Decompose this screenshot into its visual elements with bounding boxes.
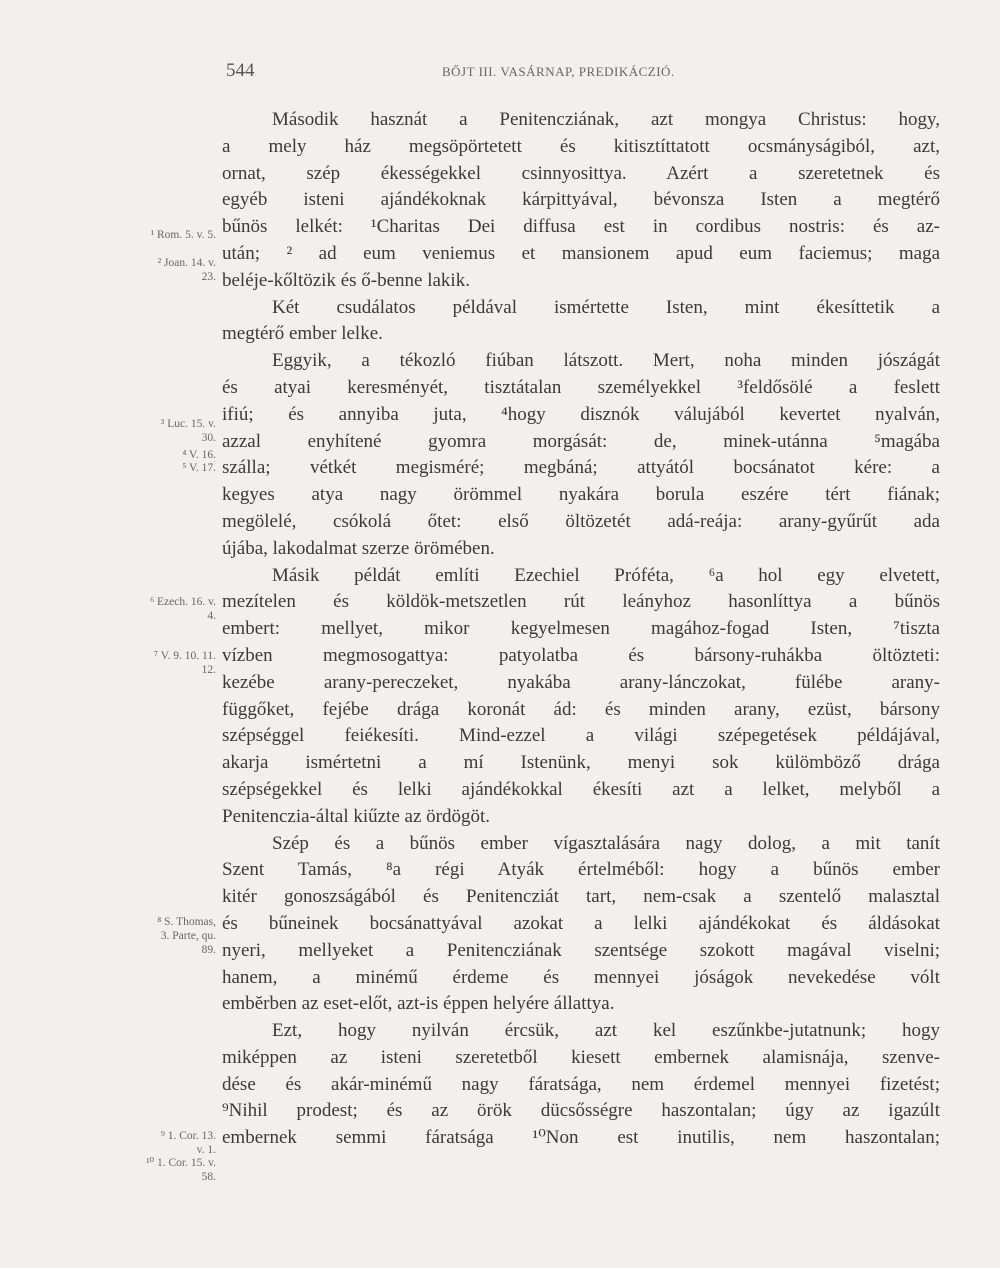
text-line: akarja ismértetni a mí Istenünk, menyi sok külömböző drága: [222, 752, 940, 774]
text-line: a mely ház megsöpörtetett és kitisztíttatott ocsmányságiból, azt,: [222, 135, 940, 157]
text-line: beléje-kőltözik és ő-benne lakik.: [222, 269, 470, 291]
text-line: újába, lakodalmat szerze örömében.: [222, 537, 495, 559]
text-line: ⁹Nihil prodest; és az örök dücsősségre haszontalan; úgy az igazúlt: [222, 1100, 940, 1122]
margin-note: ¹⁰ 1. Cor. 15. v. 58.: [146, 1157, 216, 1183]
page-number: 544: [226, 60, 255, 81]
margin-note: ⁶ Ezech. 16. v. 4.: [150, 596, 216, 622]
text-line: egyéb isteni ajándékoknak kárpittyával, bévonsza Isten a megtérő: [222, 189, 940, 211]
text-line: Penitenczia-által kiűzte az ördögöt.: [222, 805, 490, 827]
text-line: kegyes atya nagy örömmel nyakára borula eszére tért fiának;: [222, 484, 940, 506]
text-line: kezébe arany-pereczeket, nyakába arany-lánczokat, fülébe arany-: [222, 671, 940, 693]
text-line: vízben megmosogattya: patyolatba és bársony-ruhákba öltözteti:: [222, 644, 940, 666]
text-line: azzal enyhítené gyomra morgását: de, minek-utánna ⁵magába: [222, 430, 940, 452]
margin-note: ¹ Rom. 5. v. 5.: [150, 229, 216, 241]
margin-note: ³ Luc. 15. v. 30.: [160, 418, 216, 444]
text-line: szépséggel feiékesíti. Mind-ezzel a világi szépegetések példájával,: [222, 725, 940, 747]
text-line: megtérő ember lelke.: [222, 323, 383, 345]
text-line: embĕrben az eset-előt, azt-is éppen helyére állattya.: [222, 993, 615, 1015]
text-line: ifiú; és annyiba juta, ⁴hogy disznók válujából kevertet nyalván,: [222, 403, 940, 425]
text-line: megölelé, csókolá őtet: első öltözetét adá-reája: arany-gyűrűt ada: [222, 510, 940, 532]
margin-note: ² Joan. 14. v. 23.: [157, 257, 216, 283]
text-line: miképpen az isteni szeretetből kiesett embernek alamisnája, szenve-: [222, 1046, 940, 1068]
text-line: Szép és a bűnös ember vígasztalására nagy dolog, a mit tanít: [272, 832, 940, 854]
margin-note: ⁸ S. Thomas, 3. Parte, qu. 89.: [157, 916, 216, 956]
text-line: Ezt, hogy nyilván ércsük, azt kel eszűnkbe-jutatnunk; hogy: [272, 1020, 940, 1042]
text-line: embert: mellyet, mikor kegyelmesen magához-fogad Isten, ⁷tiszta: [222, 618, 940, 640]
text-line: hanem, a minémű érdeme és mennyei jóságok nevekedése vólt: [222, 966, 940, 988]
text-line: Két csudálatos példával ismértette Isten, mint ékesíttetik a: [272, 296, 940, 318]
text-line: Eggyik, a tékozló fiúban látszott. Mert, noha minden jószágát: [272, 350, 940, 372]
text-line: dése és akár-minémű nagy fáratsága, nem érdemel mennyei fizetést;: [222, 1073, 940, 1095]
text-line: embernek semmi fáratsága ¹⁰Non est inutilis, nem haszontalan;: [222, 1127, 940, 1149]
text-line: mezítelen és köldök-metszetlen rút leányhoz hasonlíttya a bűnös: [222, 591, 940, 613]
page-header: [226, 60, 946, 90]
text-line: függőket, fejébe drága koronát ád: és minden arany, ezüst, bársony: [222, 698, 940, 720]
text-line: szálla; vétkét megisméré; megbáná; attyától bocsánatot kére: a: [222, 457, 940, 479]
body-text: [222, 107, 940, 1152]
text-line: kitér gonoszságából és Penitencziát tart, nem-csak a szentelő malasztal: [222, 886, 940, 908]
running-head: BŐJT III. VASÁRNAP, PREDIKÁCZIÓ.: [442, 64, 675, 79]
text-line: ornat, szép ékességekkel csinnyosittya. Azért a szeretetnek és: [222, 162, 940, 184]
text-line: bűnös lelkét: ¹Charitas Dei diffusa est in cordibus nostris: és az-: [222, 216, 940, 238]
text-line: szépségekkel és lelki ajándékokkal ékesíti azt a lelket, melyből a: [222, 778, 940, 800]
margin-note: ⁵ V. 17.: [182, 462, 216, 474]
text-line: nyeri, mellyeket a Penitencziának szentsége szokott magával viselni;: [222, 939, 940, 961]
text-line: Másik példát említi Ezechiel Próféta, ⁶a hol egy elvetett,: [272, 564, 940, 586]
text-line: és atyai keresményét, tisztátalan személyekkel ³feldősölé a feslett: [222, 376, 940, 398]
margin-note: ⁴ V. 16.: [182, 449, 216, 461]
margin-note: ⁹ 1. Cor. 13. v. 1.: [160, 1130, 216, 1156]
text-line: és bűneinek bocsánattyával azokat a lelki ajándékokat és áldásokat: [222, 912, 940, 934]
text-line: után; ² ad eum veniemus et mansionem apud eum faciemus; maga: [222, 242, 940, 264]
margin-note: ⁷ V. 9. 10. 11. 12.: [154, 650, 216, 676]
text-line: Második hasznát a Penitencziának, azt mongya Christus: hogy,: [272, 109, 940, 130]
text-line: Szent Tamás, ⁸a régi Atyák értelméből: hogy a bűnös ember: [222, 859, 940, 881]
